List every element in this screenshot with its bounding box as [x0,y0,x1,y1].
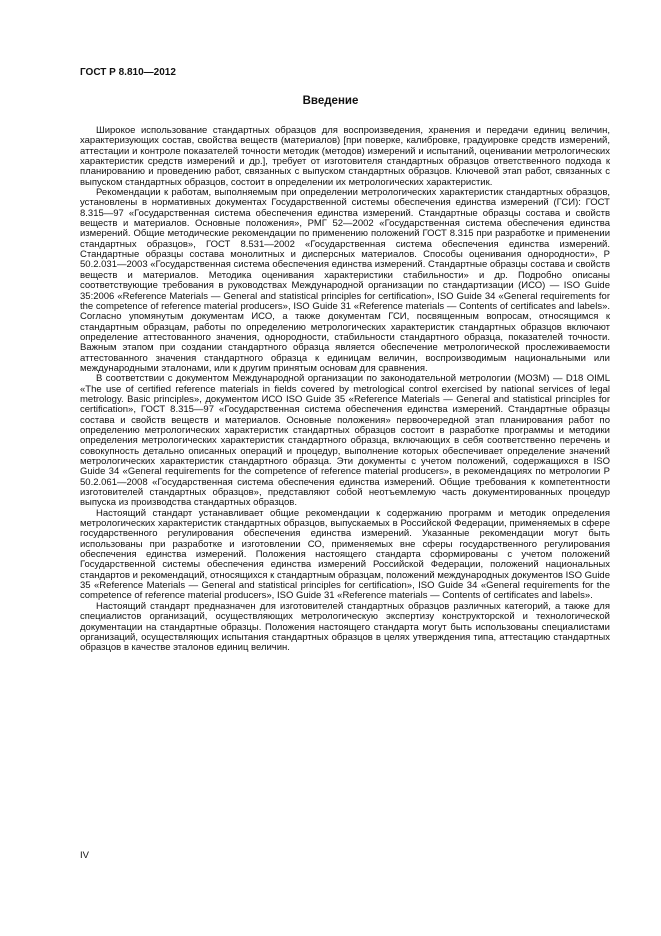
standard-code-header: ГОСТ Р 8.810—2012 [80,67,176,78]
page-number: IV [80,850,89,861]
paragraph: Широкое использование стандартных образцов для воспроизведения, хранения и передачи единиц величин, характеризующих состав, свойства веществ (материалов) [при поверке, калибровке, градуировке средств измерений, аттестации и контроле показателей точности методик (методов) измерений и испытаний, оценивании метрологических характеристик средств измерений и др.], требует от изготовителя стандартных образцов ответственного подхода к планированию и проведению работ, связанных с выпуском стандартных образцов. Ключевой этап работ, связанных с выпуском стандартных образцов, состоит в определении их метрологических характеристик. [80,125,610,188]
paragraph: Настоящий стандарт устанавливает общие рекомендации к содержанию программ и методик определения метрологических характеристик стандартных образцов, выпускаемых в Российской Федерации, применяемых в сфере государственного регулирования обеспечения единства измерений. Указанные рекомендации могут быть использованы при разработке и изготовлении СО, применяемых вне сферы государственного регулирования обеспечения единства измерений. Положения настоящего стандарта сформированы с учетом положений Государственной системы обеспечения единства измерений Российской Федерации, положений национальных стандартов и рекомендаций, относящихся к стандартным образцам, положений международных документов ISO Guide 35 «Reference Materials — General and statistical principles for certification», ISO Guide 34 «General requirements for the competence of reference material producers», ISO Guide 31 «Reference materials — Contents of certificates and labels». [80,507,610,602]
paragraph: В соответствии с документом Международной организации по законодательной метрологии (МОЗМ) — D18 OIML «The use of certified reference materials in fields covered by metrological control exercised by national services of legal metrology. Basic principles», документом ИСО ISO Guide 35 «Reference Materials — General and statistical principles for certification», ГОСТ 8.315—97 «Государственная система обеспечения единства измерений. Стандартные образцы состава и свойств веществ и материалов. Основные положения» первоочередной этап планирования работ по определению метрологических характеристик стандартных образцов состоит в разработке программы и методики определения метрологических характеристик стандартного образца, включающих в себя соответственно перечень и совокупность детально описанных операций и процедур, выполнение которых обеспечивает определение значений метрологических характеристик стандартного образца. Эти документы с учетом положений, содержащихся в ISO Guide 34 «General requirements for the competence of reference material producers», в рекомендациях по метрологии Р 50.2.061—2008 «Государственная система обеспечения единства измерений. Общие требования к компетентности изготовителей стандартных образцов», представляют собой неотъемлемую часть документированных процедур выпуска из производства стандартных образцов. [80,373,610,509]
body-text [80,126,610,654]
section-title: Введение [302,95,359,107]
paragraph: Настоящий стандарт предназначен для изготовителей стандартных образцов различных категорий, а также для специалистов организаций, осуществляющих метрологическую экспертизу конструкторской и технологической документации на стандартные образцы. Положения настоящего стандарта могут быть использованы специалистами организаций, осуществляющих испытания стандартных образцов в целях утверждения типа, аттестацию стандартных образцов в качестве эталонов единиц величин. [80,600,610,654]
paragraph: Рекомендации к работам, выполняемым при определении метрологических характеристик стандартных образцов, установлены в нормативных документах Государственной системы обеспечения единства измерений (ГСИ): ГОСТ 8.315—97 «Государственная система обеспечения единства измерений. Стандартные образцы состава и свойств веществ и материалов. Основные положения», РМГ 52—2002 «Государственная система обеспечения единства измерений. Общие методические рекомендации по применению положений ГОСТ 8.315 при разработке и применении стандартных образцов», ГОСТ 8.531—2002 «Государственная система обеспечения единства измерений. Стандартные образцы состава монолитных и дисперсных материалов. Способы оценивания однородности», Р 50.2.031—2003 «Государственная система обеспечения единства измерений. Стандартные образцы состава и свойств веществ и материалов. Методика оценивания характеристики стабильности» и др. Подробно описаны соответствующие требования в руководствах Международной организации по стандартизации (ИСО) — ISO Guide 35:2006 «Reference Materials — General and statistical principles for certification», ISO Guide 34 «General requirements for the competence of reference material producers», ISO Guide 31 «Reference materials — Contents of certificates and labels». Согласно упомянутым документам ИСО, а также документам ГСИ, посвященным вопросам, относящимся к стандартным образцам, работы по определению метрологических характеристик стандартных образцов включают определение аттестованного значения, однородности, стабильности стандартного образца, показателей точности. Важным этапом при создании стандартного образца является обеспечение метрологической прослеживаемости аттестованного значения стандартного образца к единицам величин, воспроизводимым национальными или международными эталонами, или к другим принятым основам для сравнения. [80,187,610,374]
